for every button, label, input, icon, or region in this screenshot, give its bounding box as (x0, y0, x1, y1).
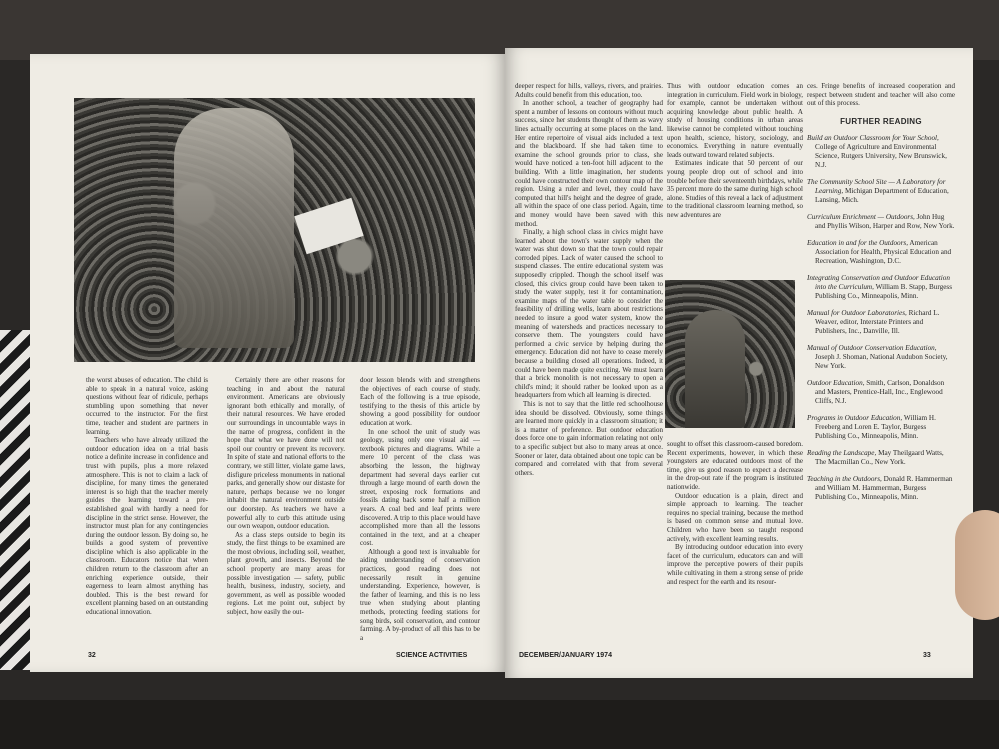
photo-child-figure (685, 310, 745, 428)
reference-title: Education in and for the Outdoors, (807, 239, 909, 248)
reference-title: Teaching in the Outdoors, (807, 475, 882, 484)
left-page (30, 54, 505, 672)
further-reading-heading: FURTHER READING (840, 116, 922, 126)
reference-item (807, 414, 955, 441)
thumb (955, 510, 999, 620)
paragraph: deeper respect for hills, valleys, rivers, and prairies. Adults could benefit from this education, too. (515, 82, 663, 99)
reference-details: Michigan Department of Education, Lansing, Mich. (815, 187, 949, 205)
background-table (0, 700, 999, 749)
reference-item (807, 134, 955, 170)
reference-item (807, 274, 955, 301)
reference-item (807, 239, 955, 266)
reference-title: Programs in Outdoor Education, (807, 414, 903, 423)
reference-title: The Community School Site — A Laboratory for Learning, (807, 178, 946, 196)
left-column-2 (227, 376, 345, 646)
photo-person-figure (174, 108, 294, 348)
reference-details: College of Agriculture and Environmental Science, Rutgers University, New Brunswick, N.J. (815, 143, 947, 170)
reference-details: William H. Freeberg and Loren E. Taylor, Burgess Publishing Co., Minneapolis, Minn. (815, 414, 936, 441)
paragraph: In another school, a teacher of geography had spent a number of lessons on contours without much success, since her students thought of them as wavy lines actually occurring at some places on the land. Her entire repertoire of visual aids included a text and the blackboard. If she had taken time to examine the school grounds prior to class, she would have noticed a ten-foot hill adjacent to the building. With a little imagination, her students could have constructed their own contour map of the region. Using a ruler and level, they could have computed that hill's height and the degree of grade, all within the space of one class period. Again, time and money would have been saved with this method. (515, 99, 663, 228)
reference-item (807, 475, 955, 502)
reference-details: American Association for Health, Physical Education and Recreation, Washington, D.C. (815, 239, 952, 266)
page-number-right: 33 (923, 652, 931, 659)
reference-title: Outdoor Education, (807, 379, 865, 388)
reference-title: Build an Outdoor Classroom for Your School, (807, 134, 939, 143)
left-column-1 (86, 376, 208, 646)
reference-details: John Hug and Phyllis Wilson, Harper and Row, New York. (815, 213, 955, 231)
paragraph: door lesson blends with and strengthens the objectives of each course of study. Each of the following is a true episode, testifying to the thesis of this article by showing a good possibility for outdoor education at work. (360, 376, 480, 427)
reference-details: Joseph J. Shoman, National Audubon Society, New York. (815, 353, 948, 371)
reference-list (807, 134, 955, 502)
photo-student-in-woods (74, 98, 475, 362)
reference-item (807, 379, 955, 406)
right-column-2-top (667, 82, 803, 272)
paragraph: In one school the unit of study was geology, using only one visual aid — textbook pictures and diagrams. While a mere 10 percent of the class was absorbing the lesson, the highway department had several days earlier cut through a large mound of earth down the street, exposing rock formations and fossils dating back some half a million years. A coal bed and leaf prints were discovered. A trip to this place would have accomplished more than all the lessons contained in the text, and at a cheaper cost. (360, 427, 480, 548)
reference-details: William B. Stapp, Burgess Publishing Co., Minneapolis, Minn. (815, 283, 953, 301)
paragraph: Thus with outdoor education comes an integration in curriculum. Field work in biology, for example, cannot be undertaken without acquiring knowledge about public health. A study of housing conditions in urban areas likewise cannot be completed without touching upon health, science, history, sociology, and economics. Everything in nature eventually leads outward toward related subjects. (667, 82, 803, 159)
paragraph: sought to offset this classroom-caused boredom. Recent experiments, however, in which these youngsters are educated outdoors most of the time, give us good reason to expect a decrease in the drop-out rate if the program is instituted nationwide. (667, 440, 803, 491)
reference-details: Smith, Carlson, Donaldson and Masters, Prentice-Hall, Inc., Englewood Cliffs, N.J. (815, 379, 945, 406)
paragraph: the worst abuses of education. The child is able to speak in a natural voice, asking questions without fear of ridicule, perhaps stumbling upon something that never occurred to the instructor. For the first time, teacher and student are partners in learning. (86, 376, 208, 436)
paragraph: By introducing outdoor education into every facet of the curriculum, educators can and will improve the perceptive powers of their pupils while cultivating in them a strong sense of pride and respect for the earth and its resour- (667, 543, 803, 586)
page-number-left: 32 (88, 652, 96, 659)
paragraph: Although a good text is invaluable for aiding understanding of conservation practices, good reading does not necessarily result in genuine understanding. Experience, however, is the father of learning, and this is no less true when studying about planting methods, protecting feeding stations for song birds, soil conservation, and contour farming. A by-product of all this has to be a (360, 547, 480, 642)
right-column-3 (807, 82, 955, 662)
paragraph: Teachers who have already utilized the outdoor education idea on a trial basis notice a definite increase in confidence and trust with pupils, plus a more relaxed atmosphere. This is not to claim a lack of discipline, for many times the generated interest is so high that the teacher merely guides the learning toward a pre-established goal with hardly a need for discipline in the strict sense. However, the instructor must plan for any contingencies during the outdoor lesson. By doing so, he builds a good system of preventive discipline which is also applicable in the classroom. Educators notice that when children return to the classroom after an enriching experience outside, their eagerness to learn almost anything has doubled. This is the best reward for excellent planning based on an outstanding educational innovation. (86, 436, 208, 617)
reference-title: Manual of Outdoor Conservation Education, (807, 344, 937, 353)
reference-item (807, 213, 955, 231)
left-column-3 (360, 376, 480, 646)
footer-magazine-title: SCIENCE ACTIVITIES (396, 652, 468, 659)
reference-item (807, 309, 955, 336)
paragraph: This is not to say that the little red schoolhouse idea should be dissolved. Obviously, some things are learned more quickly in a classroom situation; it is a matter of preference. But outdoor education does force one to gain information relating not only to a specific subject but also to many areas at once. Sooner or later, data obtained about one topic can be compared and correlated with that from several others. (515, 399, 663, 477)
reference-title: Manual for Outdoor Laboratories, (807, 309, 907, 318)
right-column-2-bottom (667, 440, 803, 662)
reference-item (807, 344, 955, 371)
footer-issue-date: DECEMBER/JANUARY 1974 (519, 652, 612, 659)
reference-title: Curriculum Enrichment — Outdoors, (807, 213, 915, 222)
reference-item (807, 178, 955, 205)
right-column-1 (515, 82, 663, 662)
reference-title: Integrating Conservation and Outdoor Education into the Curriculum, (807, 274, 950, 292)
paragraph: Finally, a high school class in civics might have learned about the town's water supply when the water was shut down so that the town could repair corroded pipes. Lack of water caused the school to suspend classes. The entire educational system was supposedly crippled. Though the school itself was closed, this civics group could have been taken to study the water supply, test it for contamination, examine maps of the water table to consider the feasibility of drilling wells, learn about restrictions needed to insure a good water system, know the meaning of watersheds and practices necessary to conserve them. The youngsters could have performed a civic service by helping during the emergency. Education did not have to cease merely because a building closed all operations. Indeed, it could have been made quite exciting. We must learn that a brick monolith is not necessary to open a child's mind; it should rather be looked upon as a headquarters from which all learning is directed. (515, 228, 663, 400)
photo-paper-figure (294, 198, 363, 255)
paragraph: As a class steps outside to begin its study, the first things to be examined are the most obvious, including soil, weather, plant growth, and insects. Beyond the school property are many areas for possible investigation — safety, public health, business, industry, society, and government, as well as possible wooded regions. Let me point out, subject by subject, how easily the out- (227, 530, 345, 617)
paragraph: ces. Fringe benefits of increased cooperation and respect between student and teacher will also come out of this process. (807, 82, 955, 108)
right-page (505, 48, 973, 678)
paragraph: Estimates indicate that 50 percent of our young people drop out of school and into trouble before their seventeenth birthdays, while 35 percent more do the same during high school alone. Studies of this reveal a lack of adjustment to the traditional classroom learning method, so new adventures are (667, 159, 803, 219)
reference-title: Reading the Landscape, (807, 449, 877, 458)
reference-details: May Theilgaard Watts, The Macmillan Co., New York. (815, 449, 944, 467)
paragraph: Outdoor education is a plain, direct and simple approach to learning. The teacher requires no special training, because the method is based on common sense and mutual love. Children who have been so taught respond actively, with excellent learning results. (667, 491, 803, 543)
paragraph: Certainly there are other reasons for teaching in and about the natural environment. Americans are obviously ignorant both ethically and morally, of their natural resources. We have eroded our surroundings in uncountable ways in the name of progress, confident in the hope that what we have done will not spoil our country or prevent its recovery. In spite of state and national efforts to the contrary, we still litter, violate game laws, disfigure priceless monuments in national parks, and generally show our distaste for nature, perhaps because we no longer inhabit the natural environment outside our doorstep. As teachers we have a powerful ally to curb this attitude using our own weapon, outdoor education. (227, 376, 345, 531)
reference-item (807, 449, 955, 467)
reference-details: Donald R. Hammerman and William M. Hammerman, Burgess Publishing Co., Minneapolis, Minn. (815, 475, 953, 502)
photo-children-outdoors (665, 280, 795, 428)
reference-details: Richard L. Weaver, editor, Interstate Printers and Publishers, Inc., Danville, Ill. (815, 309, 940, 336)
